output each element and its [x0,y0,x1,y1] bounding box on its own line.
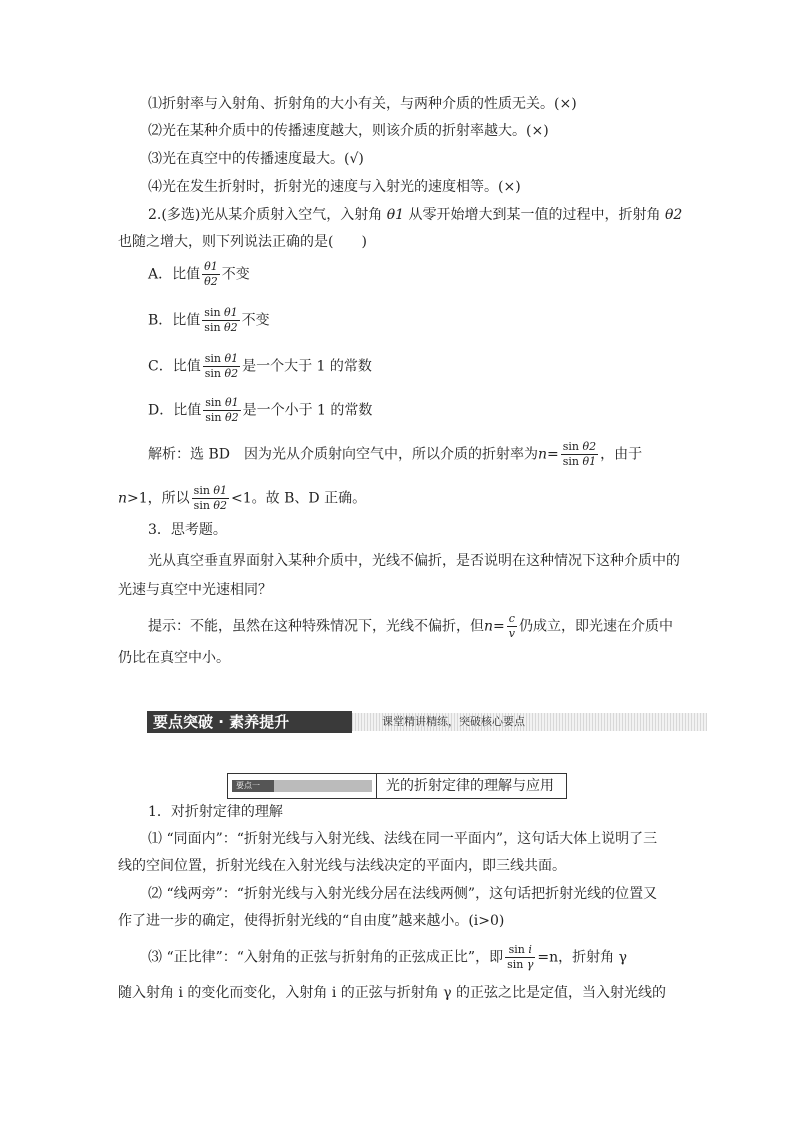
banner-title: 要点突破 · 素养提升 [147,711,352,733]
theta2-symbol: θ2 [664,207,683,223]
theta1-symbol: θ1 [213,484,228,497]
fraction-denominator [561,455,598,469]
sin-label: sin [193,499,210,512]
fraction-denominator: v [508,627,515,640]
fraction-c-over-v [507,612,517,641]
fraction-numerator: θ1 [204,260,218,273]
body-p3-line-2: 随入射角 i 的变化而变化，入射角 i 的正弦与折射角 γ 的正弦之比是定值，当入射光线的 [118,985,667,1001]
theta2-symbol: θ2 [224,411,239,424]
theta1-symbol: θ1 [386,207,405,223]
statement-4: ⑷光在发生折射时，折射光的速度与入射光的速度相等。(×) [148,179,521,195]
topic-tag: 要点一 [232,780,372,792]
body-p2-line-1: ⑵ “线两旁”：“折射光线与入射光线分居在法线两侧”，这句话把折射光线的位置又 [148,886,658,902]
q3-hint-line-2: 仍比在真空中小。 [118,650,230,666]
topic-title: 光的折射定律的理解与应用 [386,778,554,794]
answer-suffix: ，由于 [600,446,643,463]
answer2-suffix: <1。故 B、D 正确。 [231,490,367,507]
fraction-denominator: θ2 [204,275,218,288]
body-heading: 1．对折射定律的理解 [148,804,283,820]
fraction-numerator [202,306,239,321]
option-c [148,352,372,381]
statement-3: ⑶光在真空中的传播速度最大。(√) [148,151,364,167]
option-b-prefix: B．比值 [148,312,201,329]
hint-prefix: 提示：不能，虽然在这种特殊情况下，光线不偏折，但 [148,618,484,635]
answer-line-2 [118,484,366,513]
fraction-denominator [203,367,240,381]
fraction-numerator [203,396,240,411]
option-c-prefix: C．比值 [148,358,201,375]
theta2-symbol: θ2 [213,499,228,512]
theta1-symbol: θ1 [224,396,239,409]
theta1-symbol: θ1 [224,352,239,365]
answer-prefix: 解析：选 BD 因为光从介质射向空气中，所以介质的折射率为 [148,446,538,463]
q2-stem-b: 从零开始增大到某一值的过程中，折射角 [408,207,661,223]
sin-label: sin [204,321,221,334]
fraction-sin-theta1-over-sin-theta2 [192,484,229,513]
fraction-numerator [561,440,598,455]
option-a [148,260,250,289]
body-p3-line-1 [148,943,627,972]
option-b-suffix: 不变 [241,312,270,329]
body-p1-line-1: ⑴ “同面内”：“折射光线与入射光线、法线在同一平面内”，这句话大体上说明了三 [148,831,658,847]
theta2-symbol: θ2 [224,321,238,334]
p3-suffix: =n，折射角 γ [537,949,627,966]
answer-line-1 [148,440,642,469]
option-a-prefix: A．比值 [148,266,201,283]
q2-stem-a: 2.(多选)光从某介质射入空气，入射角 [148,207,383,223]
equals-sign: = [493,618,505,635]
fraction-denominator [202,321,239,335]
i-symbol: i [528,943,532,956]
gamma-symbol: γ [526,958,534,971]
sin-label: sin [204,306,221,319]
n-symbol: n [484,618,494,635]
sin-label: sin [508,943,525,956]
hint-suffix: 仍成立，即光速在介质中 [518,618,673,635]
n-symbol: n [537,446,547,463]
option-c-suffix: 是一个大于 1 的常数 [242,358,372,375]
fraction-numerator: c [507,612,517,627]
sin-label: sin [562,455,579,468]
body-p2-line-2: 作了进一步的确定，使得折射光线的“自由度”越来越小。(i>0) [118,913,505,929]
fraction-sin-theta1-over-sin-theta2 [202,306,239,335]
theta1-symbol: θ1 [582,455,597,468]
option-a-suffix: 不变 [221,266,250,283]
n-symbol: n [118,490,128,507]
sin-label: sin [204,367,221,380]
fraction-sin-theta2-over-sin-theta1 [561,440,598,469]
fraction-denominator [505,958,535,972]
p3-prefix: ⑶ “正比律”：“入射角的正弦与折射角的正弦成正比”，即 [148,949,504,966]
option-d-prefix: D．比值 [148,402,202,419]
topic-box [227,773,567,799]
q2-stem [148,205,682,225]
sin-label: sin [193,484,210,497]
theta2-symbol: θ2 [582,440,597,453]
fraction-sin-theta1-over-sin-theta2 [203,352,240,381]
fraction-denominator [203,411,240,425]
statement-2: ⑵光在某种介质中的传播速度越大，则该介质的折射率越大。(×) [148,123,549,139]
fraction-sin-i-over-sin-gamma [505,943,535,972]
answer2-prefix: >1，所以 [127,490,190,507]
q3-title: 3．思考题。 [148,522,227,538]
q3-line-2: 光速与真空中光速相同？ [118,582,272,598]
q3-line-1: 光从真空垂直界面射入某种介质中，光线不偏折，是否说明在这种情况下这种介质中的 [148,553,680,569]
theta1-symbol: θ1 [224,306,238,319]
fraction-theta1-over-theta2 [202,260,220,289]
topic-divider [376,774,377,798]
sin-label: sin [562,440,579,453]
fraction-numerator [505,943,535,958]
option-d [148,396,372,425]
equals-sign: = [547,446,559,463]
sin-label: sin [205,411,222,424]
q3-hint [148,612,673,641]
fraction-numerator [203,352,240,367]
theta2-symbol: θ2 [224,367,239,380]
sin-label: sin [204,352,221,365]
option-b [148,306,270,335]
option-d-suffix: 是一个小于 1 的常数 [242,402,373,419]
fraction-denominator [192,499,229,513]
banner-subtitle: 课堂精讲精练，突破核心要点 [352,713,707,731]
fraction-sin-theta1-over-sin-theta2 [203,396,240,425]
statement-1: ⑴折射率与入射角、折射角的大小有关，与两种介质的性质无关。(×) [148,96,577,112]
sin-label: sin [507,958,524,971]
sin-label: sin [205,396,222,409]
fraction-numerator [192,484,229,499]
q2-stem-line2: 也随之增大，则下列说法正确的是( ) [118,234,367,250]
section-banner [147,711,707,733]
body-p1-line-2: 线的空间位置，折射光线在入射光线与法线决定的平面内，即三线共面。 [118,858,566,874]
